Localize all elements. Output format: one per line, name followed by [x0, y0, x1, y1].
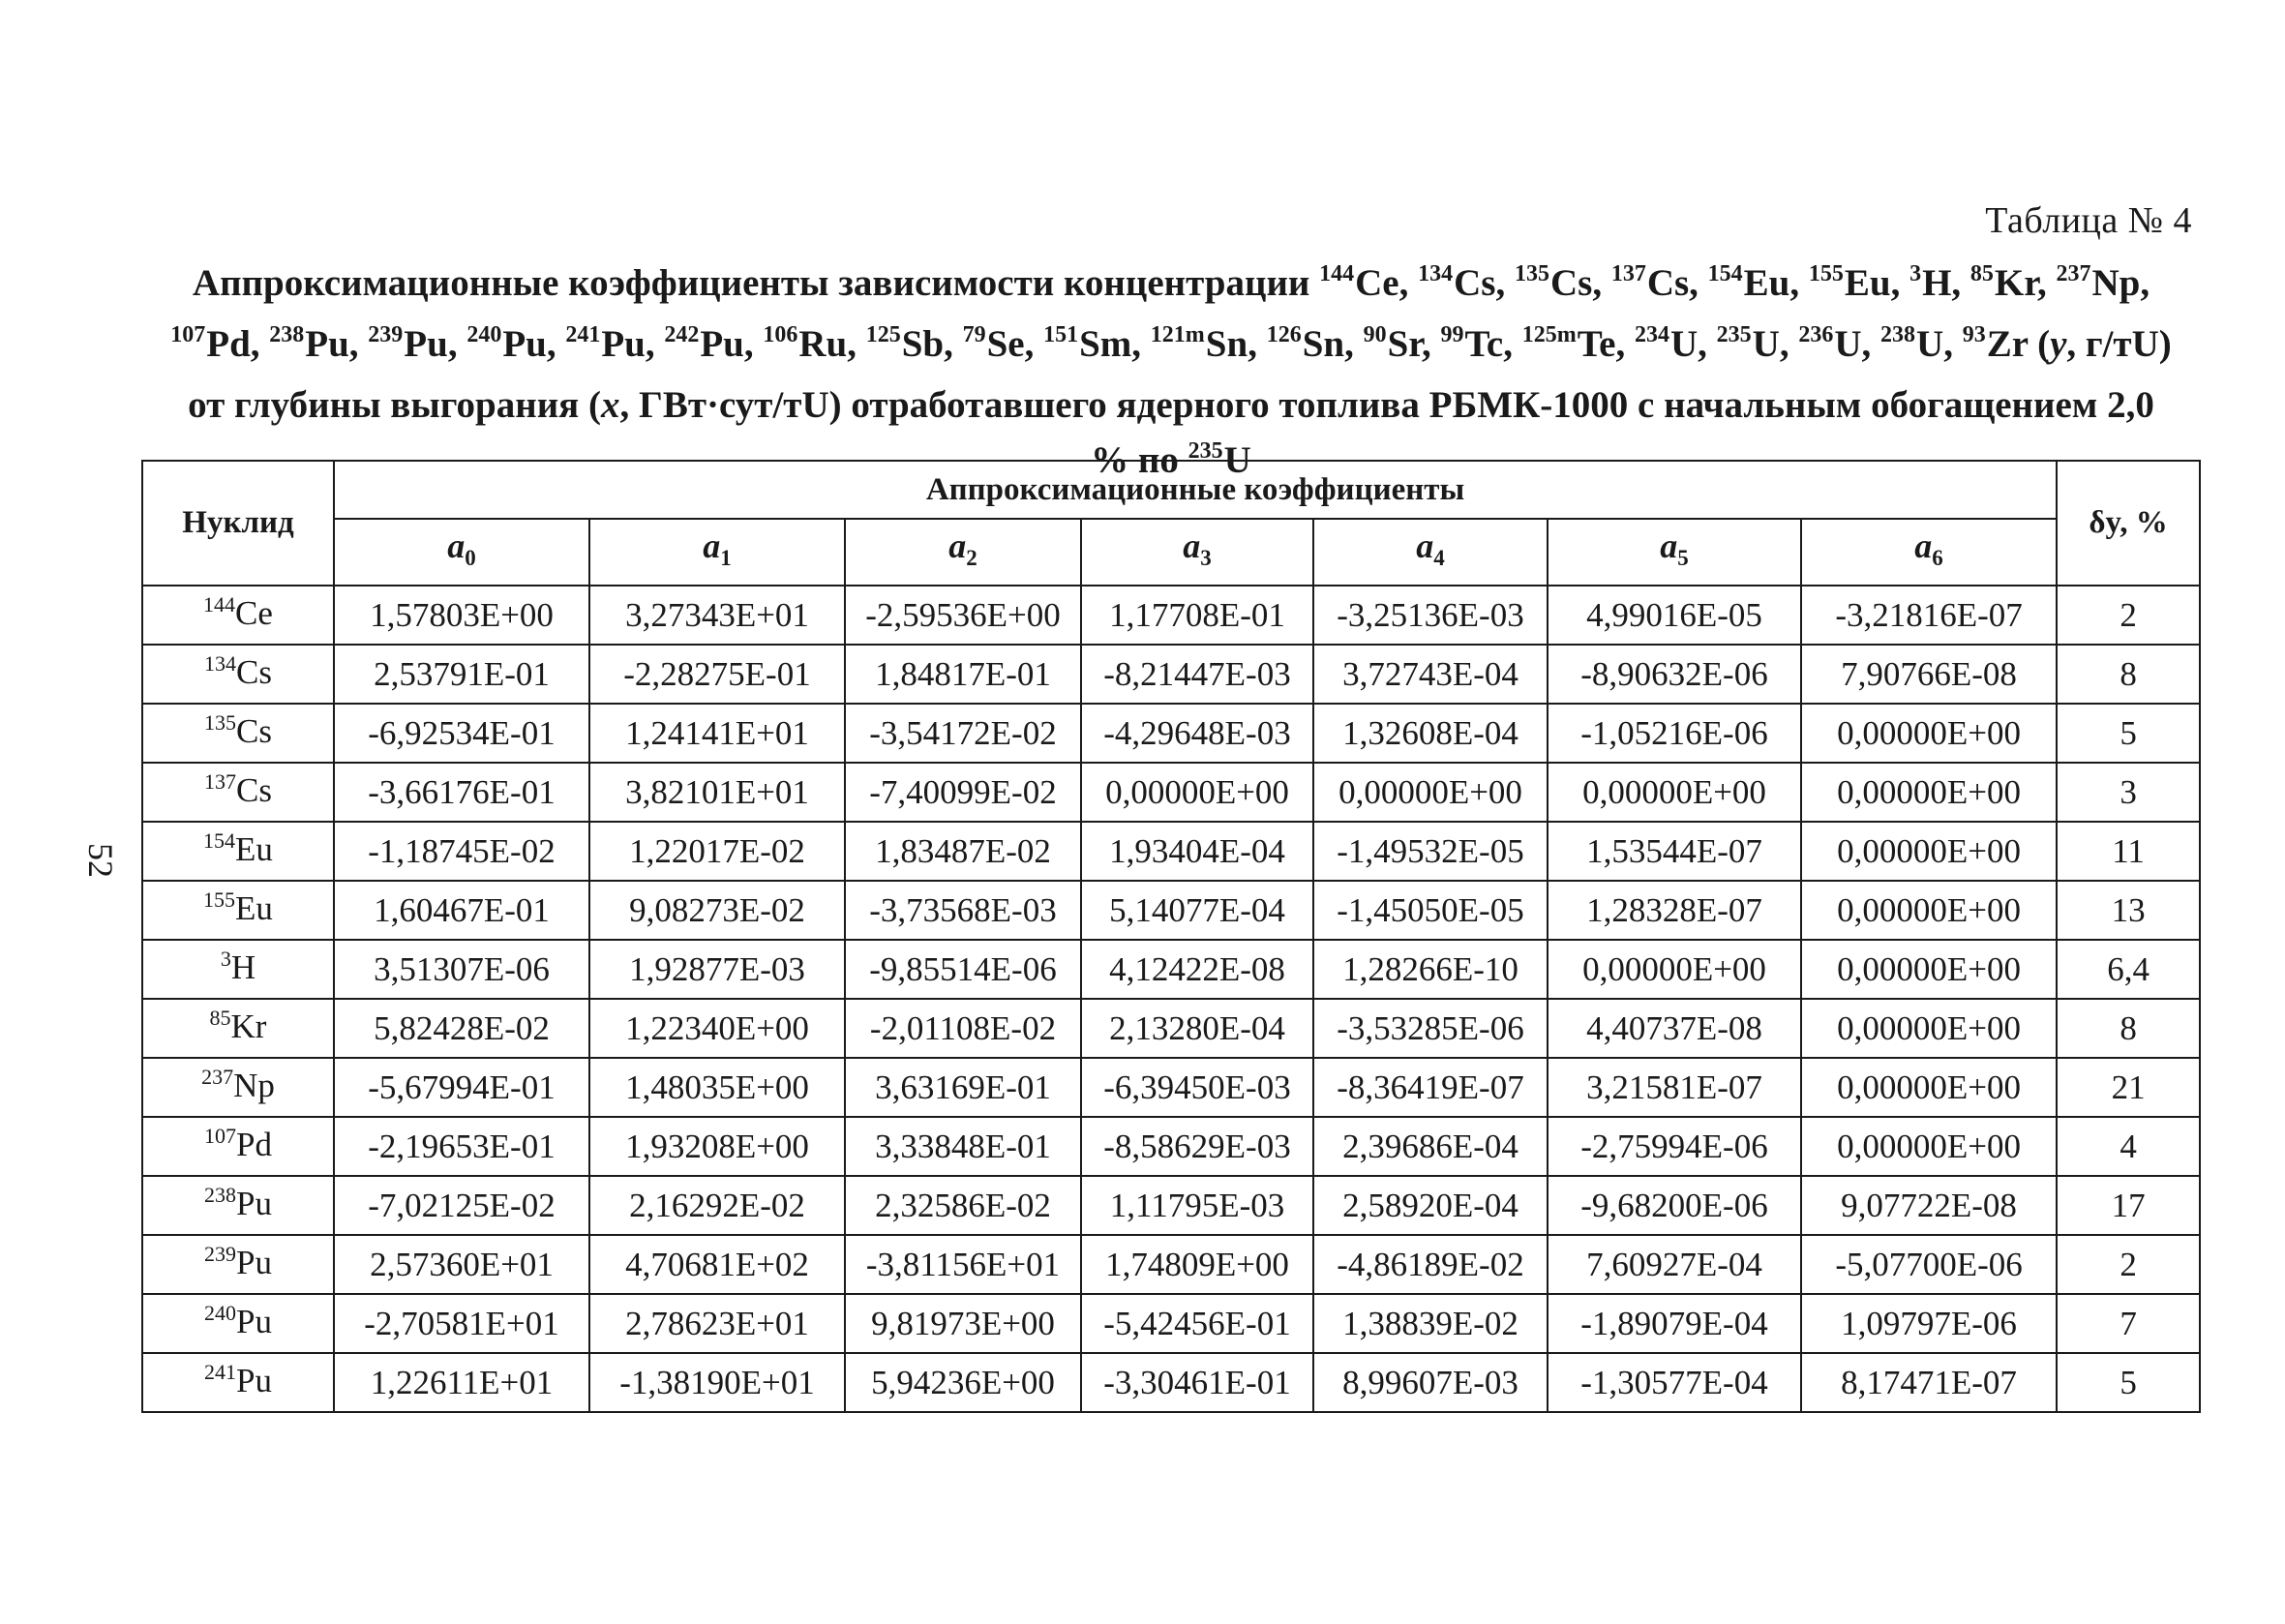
coefficient-cell-a3: 5,14077E-04 [1081, 881, 1313, 940]
table-row [142, 763, 2200, 822]
nuclide-mass: 240 [204, 1301, 237, 1326]
title-nuclide-mass: 135 [1514, 261, 1549, 286]
coefficients-table [141, 460, 2201, 1413]
coefficient-cell-a0: 1,22611E+01 [334, 1353, 589, 1412]
title-y-variable: y [2050, 323, 2067, 365]
nuclide-symbol: Pd [236, 1126, 272, 1164]
nuclide-symbol: Eu [235, 889, 273, 928]
title-nuclide [1151, 323, 1248, 365]
table-row [142, 940, 2200, 999]
nuclide-cell [142, 1294, 334, 1353]
coefficient-cell-a4: -1,45050E-05 [1313, 881, 1548, 940]
coefficient-cell-a3: 2,13280E-04 [1081, 999, 1313, 1058]
table-row [142, 999, 2200, 1058]
table-row [142, 1176, 2200, 1235]
coefficient-cell-a2: 1,84817E-01 [845, 645, 1081, 704]
title-x-variable: x [601, 384, 620, 426]
title-nuclide [1418, 262, 1495, 304]
title-nuclide [565, 323, 646, 365]
coefficient-symbol: a [1183, 526, 1201, 565]
coefficient-cell-a5: 1,28328E-07 [1548, 881, 1801, 940]
coefficient-symbol: a [1416, 526, 1434, 565]
title-nuclide-mass: 121m [1150, 322, 1205, 347]
coefficient-header-a0 [334, 519, 589, 586]
nuclide-mass: 239 [204, 1242, 237, 1267]
title-nuclide [963, 323, 1025, 365]
nuclide-cell [142, 1235, 334, 1294]
coefficient-cell-a0: -3,66176E-01 [334, 763, 589, 822]
nuclide-cell [142, 1058, 334, 1117]
coefficient-cell-a1: 4,70681E+02 [589, 1235, 845, 1294]
nuclide-symbol: Pu [236, 1185, 272, 1223]
nuclide-mass: 134 [204, 651, 237, 677]
nuclide-symbol: Pu [236, 1244, 272, 1282]
table-row [142, 881, 2200, 940]
coefficient-index: 6 [1932, 546, 1943, 571]
coefficient-cell-a1: 9,08273E-02 [589, 881, 845, 940]
nuclide-mass: 155 [203, 887, 236, 913]
coefficient-cell-a1: 1,22017E-02 [589, 822, 845, 881]
title-nuclide [466, 323, 547, 365]
title-nuclide-mass: 125m [1521, 322, 1577, 347]
title-nuclide-mass: 144 [1319, 261, 1355, 286]
coefficient-cell-a2: 1,83487E-02 [845, 822, 1081, 881]
coefficient-cell-a4: 3,72743E-04 [1313, 645, 1548, 704]
title-nuclide-symbol: Pd [206, 323, 251, 365]
header-row-top [142, 461, 2200, 519]
delta-cell: 11 [2057, 822, 2200, 881]
coefficient-cell-a4: 1,28266E-10 [1313, 940, 1548, 999]
coefficient-cell-a6: 0,00000E+00 [1801, 881, 2057, 940]
nuclide-symbol: Pu [236, 1362, 272, 1400]
title-nuclide [1909, 262, 1951, 304]
coefficient-index: 2 [966, 546, 977, 571]
title-nuclide-mass: 99 [1440, 322, 1464, 347]
coefficient-cell-a0: 2,53791E-01 [334, 645, 589, 704]
delta-cell: 7 [2057, 1294, 2200, 1353]
table-body [142, 586, 2200, 1412]
title-nuclide-symbol: Pu [404, 323, 448, 365]
coefficient-cell-a6: 0,00000E+00 [1801, 940, 2057, 999]
coefficient-cell-a0: 3,51307E-06 [334, 940, 589, 999]
title-enrich-symbol: U [1223, 439, 1251, 481]
coefficient-cell-a4: 2,58920E-04 [1313, 1176, 1548, 1235]
coefficient-cell-a2: 2,32586E-02 [845, 1176, 1081, 1235]
coefficient-cell-a5: 3,21581E-07 [1548, 1058, 1801, 1117]
coefficient-cell-a6: -5,07700E-06 [1801, 1235, 2057, 1294]
title-nuclide-mass: 93 [1962, 322, 1986, 347]
title-nuclide [1319, 262, 1398, 304]
nuclide-symbol: Np [233, 1067, 275, 1105]
coefficient-cell-a5: -1,89079E-04 [1548, 1294, 1801, 1353]
title-nuclide-symbol: Tc [1464, 323, 1504, 365]
title-nuclide-mass: 238 [269, 322, 305, 347]
nuclide-cell [142, 940, 334, 999]
coefficient-header-a2 [845, 519, 1081, 586]
title-nuclide-mass: 3 [1909, 261, 1922, 286]
title-nuclide-mass: 151 [1043, 322, 1079, 347]
title-nuclide-symbol: Te [1577, 323, 1616, 365]
title-nuclide [1043, 323, 1131, 365]
coefficient-cell-a5: 0,00000E+00 [1548, 940, 1801, 999]
coefficient-symbol: a [703, 526, 721, 565]
coefficient-cell-a5: -2,75994E-06 [1548, 1117, 1801, 1176]
coefficient-cell-a3: -4,29648E-03 [1081, 704, 1313, 763]
title-nuclide-mass: 79 [962, 322, 986, 347]
nuclide-mass: 238 [204, 1183, 237, 1208]
nuclide-symbol: H [230, 948, 256, 987]
coefficient-cell-a6: 0,00000E+00 [1801, 1117, 2057, 1176]
title-nuclide-symbol: Eu [1743, 262, 1790, 304]
table-row [142, 1294, 2200, 1353]
title-nuclide-symbol: Ce [1355, 262, 1399, 304]
coefficient-cell-a4: -4,86189E-02 [1313, 1235, 1548, 1294]
coefficient-cell-a0: -1,18745E-02 [334, 822, 589, 881]
title-nuclide [368, 323, 448, 365]
title-nuclide-mass: 126 [1266, 322, 1302, 347]
delta-cell: 8 [2057, 999, 2200, 1058]
coefficient-cell-a6: 9,07722E-08 [1801, 1176, 2057, 1235]
title-nuclide [2056, 262, 2140, 304]
coefficient-cell-a1: 1,48035E+00 [589, 1058, 845, 1117]
title-nuclide-symbol: Sr [1387, 323, 1422, 365]
coefficient-cell-a0: 1,57803E+00 [334, 586, 589, 645]
title-nuclide-list: $^{144}$Ce, $^{134}$Cs, $^{135}$Cs, $^{137}$Cs, $^{154}$Eu, $^{155}$Eu, $^3$H, $^{85}$Kr, $^{237}$Np, $^{107}$Pd, $^{238}$Pu, $^{239}$Pu, $^{240}$Pu, $^{241}$Pu, $^{242}$Pu, $^{106}$Ru, $^{125}$Sb, $^{79}$Se, $^{151}$Sm, $^{121m}$Sn, $^{126}$Sn, $^{90}$Sr, $^{99}$Tc, $^{125m}$Te, $^{234}$U, $^{235}$U, $^{236}$U, $^{238}$U, $^{93}$Zr [170, 261, 2150, 365]
table-title [165, 256, 2178, 494]
title-nuclide-symbol: Cs [1646, 262, 1690, 304]
coefficient-cell-a1: -2,28275E-01 [589, 645, 845, 704]
coefficient-cell-a2: 3,63169E-01 [845, 1058, 1081, 1117]
coefficient-cell-a6: 0,00000E+00 [1801, 1058, 2057, 1117]
coefficient-cell-a1: 1,93208E+00 [589, 1117, 845, 1176]
coefficient-cell-a1: 1,24141E+01 [589, 704, 845, 763]
table-row [142, 1058, 2200, 1117]
title-y-unit: , г/тU) от глубины выгорания ( [188, 323, 2172, 426]
nuclide-mass: 85 [209, 1006, 231, 1031]
coefficient-cell-a5: 0,00000E+00 [1548, 763, 1801, 822]
title-nuclide-symbol: U [1752, 323, 1780, 365]
delta-cell: 6,4 [2057, 940, 2200, 999]
coefficient-cell-a1: 1,22340E+00 [589, 999, 845, 1058]
coefficient-cell-a5: 4,99016E-05 [1548, 586, 1801, 645]
coefficient-cell-a3: -5,42456E-01 [1081, 1294, 1313, 1353]
title-nuclide-mass: 125 [865, 322, 901, 347]
coefficient-cell-a0: -5,67994E-01 [334, 1058, 589, 1117]
table-row [142, 1235, 2200, 1294]
nuclide-mass: 144 [203, 592, 236, 617]
title-nuclide-mass: 240 [466, 322, 502, 347]
coefficient-symbol: a [447, 526, 466, 565]
coefficient-cell-a4: 0,00000E+00 [1313, 763, 1548, 822]
title-nuclide-symbol: Kr [1994, 262, 2037, 304]
coefficient-cell-a4: -3,25136E-03 [1313, 586, 1548, 645]
coefficient-cell-a0: 2,57360E+01 [334, 1235, 589, 1294]
title-nuclide-symbol: Se [986, 323, 1025, 365]
nuclide-mass: 3 [220, 947, 231, 972]
coefficient-cell-a6: 7,90766E-08 [1801, 645, 2057, 704]
nuclide-mass: 241 [204, 1360, 237, 1385]
coefficient-cell-a0: -7,02125E-02 [334, 1176, 589, 1235]
title-nuclide-symbol: Sn [1205, 323, 1248, 365]
delta-cell: 21 [2057, 1058, 2200, 1117]
delta-cell: 5 [2057, 704, 2200, 763]
title-nuclide-mass: 241 [565, 322, 601, 347]
coefficient-cell-a5: 1,53544E-07 [1548, 822, 1801, 881]
delta-cell: 5 [2057, 1353, 2200, 1412]
coefficient-cell-a3: -8,58629E-03 [1081, 1117, 1313, 1176]
coefficient-header-a6 [1801, 519, 2057, 586]
coefficient-cell-a5: -9,68200E-06 [1548, 1176, 1801, 1235]
coefficient-cell-a4: 1,38839E-02 [1313, 1294, 1548, 1353]
coefficient-cell-a0: 1,60467E-01 [334, 881, 589, 940]
nuclide-cell [142, 645, 334, 704]
nuclide-cell [142, 763, 334, 822]
coefficient-cell-a3: 4,12422E-08 [1081, 940, 1313, 999]
title-nuclide-symbol: Np [2091, 262, 2141, 304]
coefficient-cell-a2: -7,40099E-02 [845, 763, 1081, 822]
coefficient-header-a5 [1548, 519, 1801, 586]
coefficient-index: 5 [1677, 546, 1689, 571]
title-nuclide [1970, 262, 2037, 304]
nuclide-symbol: Cs [236, 771, 272, 810]
coefficient-cell-a6: 0,00000E+00 [1801, 822, 2057, 881]
coefficients-group-header: Аппроксимационные коэффициенты [334, 461, 2057, 519]
coefficient-cell-a6: 8,17471E-07 [1801, 1353, 2057, 1412]
coefficient-cell-a1: 1,92877E-03 [589, 940, 845, 999]
title-nuclide-mass: 155 [1808, 261, 1844, 286]
title-nuclide-mass: 106 [763, 322, 798, 347]
title-nuclide-symbol: Cs [1549, 262, 1593, 304]
title-nuclide [1515, 262, 1592, 304]
coefficient-cell-a1: 2,16292E-02 [589, 1176, 845, 1235]
delta-cell: 8 [2057, 645, 2200, 704]
nuclide-symbol: Cs [236, 653, 272, 692]
coefficient-cell-a4: -3,53285E-06 [1313, 999, 1548, 1058]
coefficient-cell-a2: -3,54172E-02 [845, 704, 1081, 763]
coefficient-cell-a4: 1,32608E-04 [1313, 704, 1548, 763]
title-nuclide-symbol: Pu [305, 323, 349, 365]
nuclide-mass: 137 [204, 769, 237, 795]
title-nuclide-mass: 134 [1418, 261, 1454, 286]
coefficient-index: 0 [465, 546, 476, 571]
title-nuclide-symbol: U [1834, 323, 1862, 365]
title-x-unit: , ГВт·сут/тU) отработавшего ядерного топлива РБМК-1000 с начальным обогащением 2,0 % по [619, 384, 2154, 481]
title-nuclide [269, 323, 349, 365]
nuclide-cell [142, 704, 334, 763]
coefficient-cell-a1: -1,38190E+01 [589, 1353, 845, 1412]
coefficient-symbol: a [1660, 526, 1678, 565]
coefficient-cell-a2: -2,59536E+00 [845, 586, 1081, 645]
table-row [142, 1353, 2200, 1412]
title-nuclide-mass: 154 [1707, 261, 1743, 286]
title-nuclide [1267, 323, 1344, 365]
title-nuclide [1880, 323, 1943, 365]
title-nuclide [1963, 323, 2029, 365]
delta-column-header: δy, % [2057, 461, 2200, 586]
title-nuclide-symbol: Sb [901, 323, 945, 365]
coefficient-cell-a0: -2,19653E-01 [334, 1117, 589, 1176]
coefficient-cell-a1: 3,27343E+01 [589, 586, 845, 645]
coefficient-header-a1 [589, 519, 845, 586]
delta-cell: 3 [2057, 763, 2200, 822]
coefficient-cell-a5: 4,40737E-08 [1548, 999, 1801, 1058]
nuclide-symbol: Pu [236, 1303, 272, 1341]
table-row [142, 1117, 2200, 1176]
coefficient-cell-a4: 8,99607E-03 [1313, 1353, 1548, 1412]
title-nuclide-symbol: U [1916, 323, 1944, 365]
nuclide-symbol: Ce [235, 594, 273, 633]
title-nuclide-symbol: Cs [1454, 262, 1496, 304]
coefficient-cell-a4: 2,39686E-04 [1313, 1117, 1548, 1176]
title-nuclide-symbol: H [1922, 262, 1952, 304]
nuclide-cell [142, 1117, 334, 1176]
nuclide-column-header: Нуклид [142, 461, 334, 586]
nuclide-cell [142, 999, 334, 1058]
coefficient-symbol: a [948, 526, 967, 565]
title-nuclide [1635, 323, 1698, 365]
delta-cell: 2 [2057, 586, 2200, 645]
coefficient-cell-a5: -1,05216E-06 [1548, 704, 1801, 763]
title-nuclide [664, 323, 744, 365]
nuclide-mass: 135 [204, 710, 237, 736]
delta-cell: 4 [2057, 1117, 2200, 1176]
coefficient-cell-a3: 1,17708E-01 [1081, 586, 1313, 645]
title-nuclide [1798, 323, 1861, 365]
nuclide-cell [142, 1176, 334, 1235]
title-nuclide-mass: 239 [368, 322, 404, 347]
nuclide-symbol: Eu [235, 830, 273, 869]
nuclide-mass: 107 [204, 1124, 237, 1149]
coefficient-cell-a2: -2,01108E-02 [845, 999, 1081, 1058]
nuclide-mass: 154 [203, 828, 236, 854]
table-row [142, 586, 2200, 645]
coefficient-cell-a6: -3,21816E-07 [1801, 586, 2057, 645]
coefficient-index: 1 [720, 546, 732, 571]
title-nuclide-symbol: Eu [1844, 262, 1891, 304]
title-nuclide-symbol: Ru [798, 323, 848, 365]
coefficient-cell-a2: 9,81973E+00 [845, 1294, 1081, 1353]
coefficient-index: 3 [1200, 546, 1212, 571]
title-nuclide [1809, 262, 1891, 304]
title-nuclide-mass: 234 [1635, 322, 1669, 347]
coefficient-cell-a4: -1,49532E-05 [1313, 822, 1548, 881]
coefficient-cell-a0: 5,82428E-02 [334, 999, 589, 1058]
title-nuclide-mass: 107 [170, 322, 206, 347]
coefficient-cell-a6: 0,00000E+00 [1801, 763, 2057, 822]
coefficient-index: 4 [1433, 546, 1445, 571]
coefficient-header-a3 [1081, 519, 1313, 586]
table-row [142, 704, 2200, 763]
coefficient-cell-a3: 1,74809E+00 [1081, 1235, 1313, 1294]
nuclide-cell [142, 1353, 334, 1412]
title-nuclide-symbol: Zr [1986, 323, 2029, 365]
title-nuclide-symbol: Sm [1079, 323, 1132, 365]
title-enrich-mass: 235 [1188, 438, 1223, 464]
title-nuclide [1364, 323, 1422, 365]
table-row [142, 822, 2200, 881]
title-nuclide [1522, 323, 1616, 365]
coefficient-cell-a3: 1,11795E-03 [1081, 1176, 1313, 1235]
coefficient-cell-a3: 1,93404E-04 [1081, 822, 1313, 881]
coefficient-cell-a0: -2,70581E+01 [334, 1294, 589, 1353]
coefficient-cell-a6: 0,00000E+00 [1801, 999, 2057, 1058]
coefficient-cell-a2: -9,85514E-06 [845, 940, 1081, 999]
title-nuclide-mass: 235 [1716, 322, 1752, 347]
title-nuclide-mass: 236 [1798, 322, 1834, 347]
delta-cell: 17 [2057, 1176, 2200, 1235]
coefficient-cell-a3: -6,39450E-03 [1081, 1058, 1313, 1117]
coefficient-symbol: a [1914, 526, 1933, 565]
coefficient-cell-a5: 7,60927E-04 [1548, 1235, 1801, 1294]
title-nuclide-symbol: Sn [1302, 323, 1345, 365]
title-nuclide [1441, 323, 1504, 365]
title-nuclide-symbol: Pu [502, 323, 547, 365]
title-y-open: ( [2037, 323, 2051, 365]
coefficient-cell-a6: 0,00000E+00 [1801, 704, 2057, 763]
header-row-coefficients [142, 519, 2200, 586]
nuclide-cell [142, 881, 334, 940]
coefficient-cell-a3: 0,00000E+00 [1081, 763, 1313, 822]
coefficient-cell-a6: 1,09797E-06 [1801, 1294, 2057, 1353]
nuclide-mass: 237 [201, 1065, 234, 1090]
title-nuclide-mass: 85 [1969, 261, 1994, 286]
title-nuclide [1708, 262, 1790, 304]
title-nuclide [1717, 323, 1780, 365]
title-nuclide-mass: 237 [2056, 261, 2091, 286]
title-nuclide [170, 323, 251, 365]
nuclide-cell [142, 822, 334, 881]
nuclide-symbol: Cs [236, 712, 272, 751]
coefficient-cell-a4: -8,36419E-07 [1313, 1058, 1548, 1117]
coefficient-cell-a5: -8,90632E-06 [1548, 645, 1801, 704]
title-nuclide [1611, 262, 1689, 304]
coefficient-cell-a2: -3,81156E+01 [845, 1235, 1081, 1294]
title-nuclide-mass: 137 [1610, 261, 1646, 286]
nuclide-cell [142, 586, 334, 645]
delta-cell: 13 [2057, 881, 2200, 940]
coefficient-cell-a1: 2,78623E+01 [589, 1294, 845, 1353]
coefficient-cell-a2: 5,94236E+00 [845, 1353, 1081, 1412]
title-nuclide-mass: 238 [1880, 322, 1916, 347]
title-nuclide [866, 323, 944, 365]
title-nuclide-mass: 242 [664, 322, 700, 347]
coefficient-cell-a3: -8,21447E-03 [1081, 645, 1313, 704]
title-nuclide [763, 323, 847, 365]
title-prefix: Аппроксимационные коэффициенты зависимости концентрации [192, 262, 1310, 304]
coefficient-cell-a1: 3,82101E+01 [589, 763, 845, 822]
delta-cell: 2 [2057, 1235, 2200, 1294]
coefficient-cell-a3: -3,30461E-01 [1081, 1353, 1313, 1412]
page-number: 52 [81, 843, 120, 878]
coefficient-header-a4 [1313, 519, 1548, 586]
title-nuclide-symbol: Pu [700, 323, 744, 365]
coefficient-cell-a2: 3,33848E-01 [845, 1117, 1081, 1176]
title-nuclide-mass: 90 [1363, 322, 1387, 347]
coefficient-cell-a5: -1,30577E-04 [1548, 1353, 1801, 1412]
table-row [142, 645, 2200, 704]
coefficient-cell-a2: -3,73568E-03 [845, 881, 1081, 940]
title-nuclide-symbol: U [1670, 323, 1699, 365]
table-label: Таблица № 4 [1985, 200, 2192, 241]
nuclide-symbol: Kr [230, 1007, 267, 1046]
title-nuclide-symbol: Pu [601, 323, 646, 365]
coefficient-cell-a0: -6,92534E-01 [334, 704, 589, 763]
